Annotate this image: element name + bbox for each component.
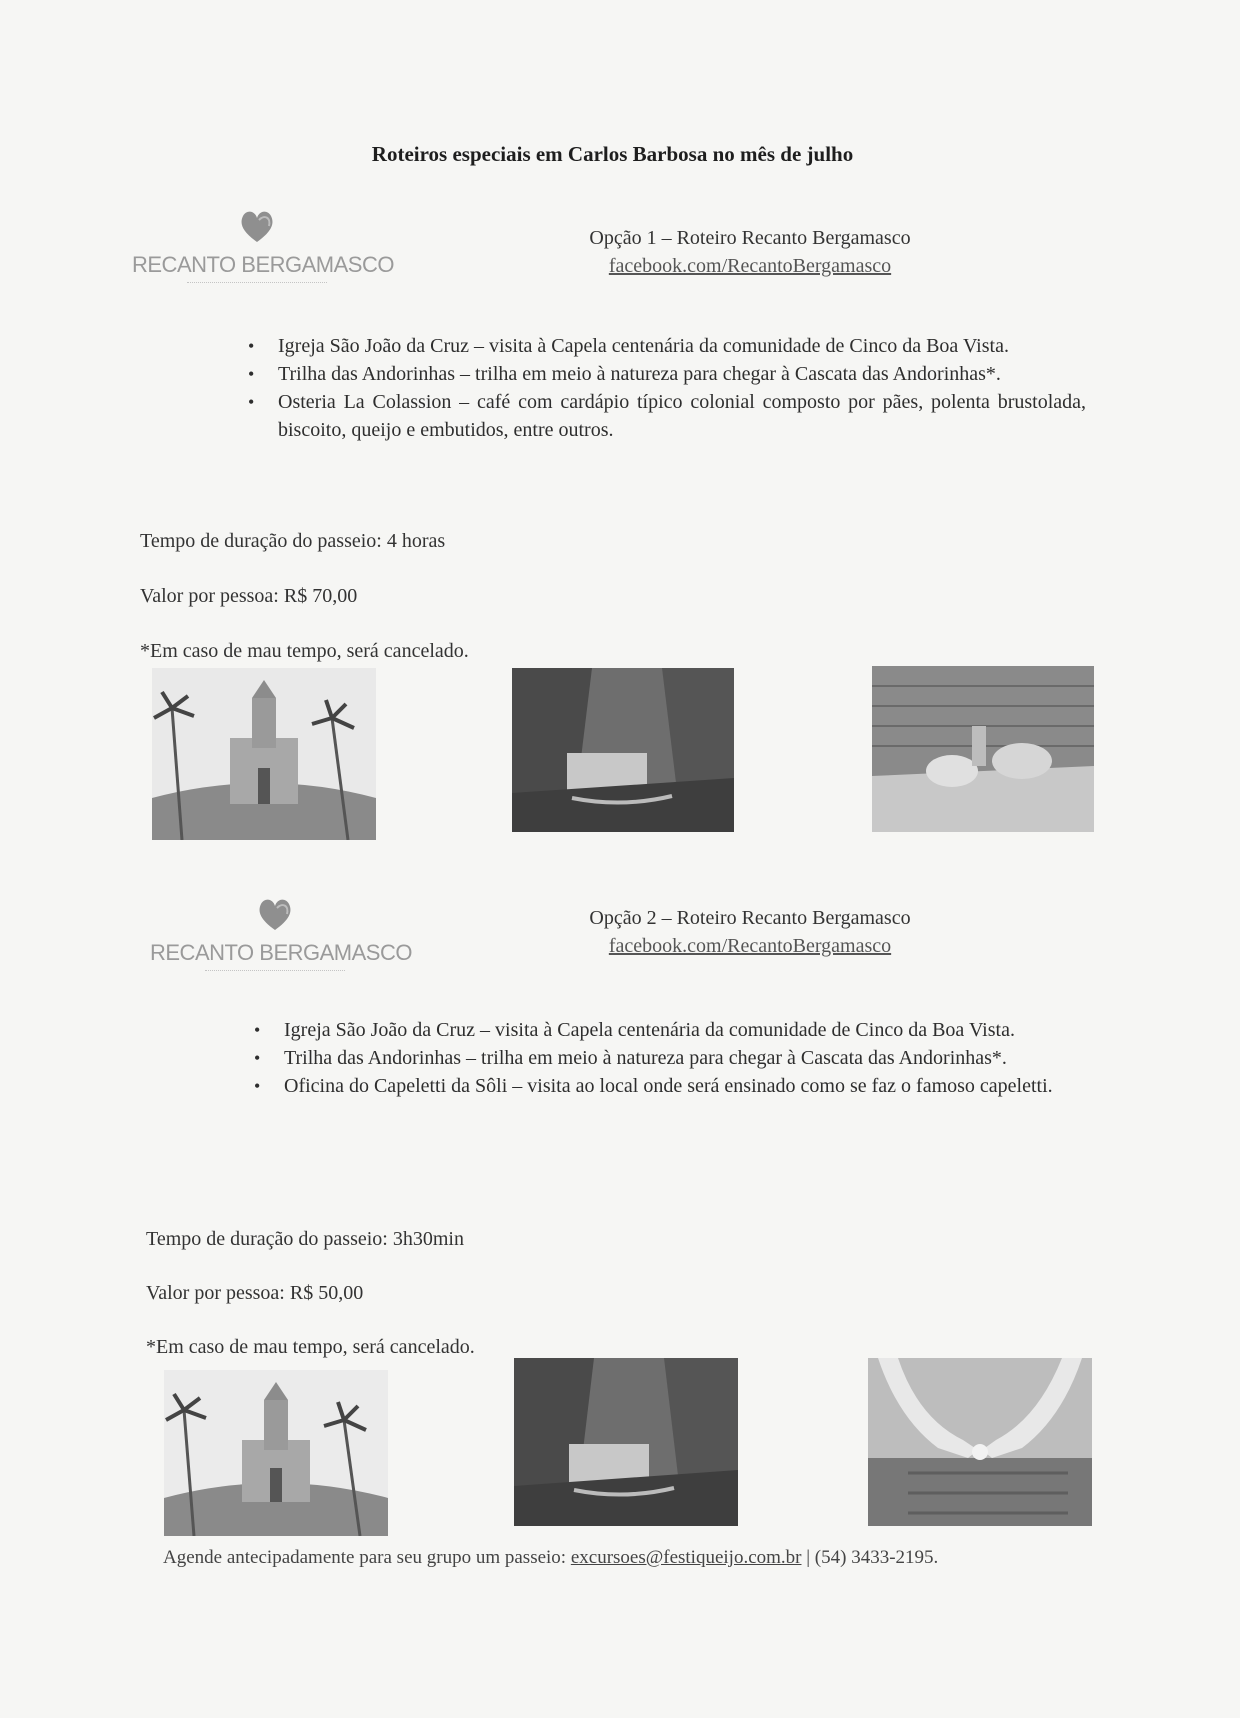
church-photo bbox=[152, 668, 376, 840]
waterfall-photo bbox=[512, 668, 734, 832]
option-2-note: *Em caso de mau tempo, será cancelado. bbox=[146, 1336, 475, 1358]
list-item: • Oficina do Capeletti da Sôli – visita ao local onde será ensinado como se faz o famoso capeletti. bbox=[254, 1072, 1092, 1100]
logo-brand-text: RECANTO BERGAMASCO bbox=[150, 940, 412, 965]
waterfall-photo bbox=[514, 1358, 738, 1526]
list-item: • Trilha das Andorinhas – trilha em meio à natureza para chegar à Cascata das Andorinhas*. bbox=[254, 1044, 1092, 1072]
footer-contact bbox=[163, 1547, 938, 1569]
option-1-list bbox=[248, 332, 1086, 444]
option-1-price: Valor por pessoa: R$ 70,00 bbox=[140, 585, 358, 607]
heart-leaf-icon bbox=[237, 206, 277, 246]
heart-leaf-icon bbox=[255, 894, 295, 934]
recanto-logo bbox=[132, 206, 392, 296]
option-2-duration: Tempo de duração do passeio: 3h30min bbox=[146, 1228, 464, 1250]
option-2-price: Valor por pessoa: R$ 50,00 bbox=[146, 1282, 364, 1304]
option-1-note: *Em caso de mau tempo, será cancelado. bbox=[140, 640, 469, 662]
option-2-facebook-link[interactable]: facebook.com/RecantoBergamasco bbox=[608, 935, 892, 957]
option-1-heading: Opção 1 – Roteiro Recanto Bergamasco bbox=[589, 227, 911, 249]
option-1-heading-block bbox=[540, 224, 960, 280]
option-2-heading-block bbox=[540, 904, 960, 960]
option-2-heading: Opção 2 – Roteiro Recanto Bergamasco bbox=[589, 907, 911, 929]
footer-phone: | (54) 3433-2195. bbox=[806, 1547, 939, 1568]
recanto-logo bbox=[150, 894, 410, 984]
footer-email-link[interactable]: excursoes@festiqueijo.com.br bbox=[570, 1547, 802, 1568]
list-item: • Osteria La Colassion – café com cardápio típico colonial composto por pães, polenta brustolada, biscoito, queijo e embutidos, entre outros. bbox=[248, 388, 1086, 444]
list-item: • Trilha das Andorinhas – trilha em meio à natureza para chegar à Cascata das Andorinhas*. bbox=[248, 360, 1086, 388]
list-item: • Igreja São João da Cruz – visita à Capela centenária da comunidade de Cinco da Boa Vista. bbox=[248, 332, 1086, 360]
page-title: Roteiros especiais em Carlos Barbosa no mês de julho bbox=[371, 142, 854, 166]
logo-brand-text: RECANTO BERGAMASCO bbox=[132, 252, 394, 277]
footer-text: Agende antecipadamente para seu grupo um passeio: bbox=[163, 1547, 567, 1568]
logo-tagline bbox=[205, 970, 345, 975]
church-photo bbox=[164, 1370, 388, 1536]
colonial-breakfast-photo bbox=[872, 666, 1094, 832]
option-2-list bbox=[254, 1016, 1092, 1100]
option-1-facebook-link[interactable]: facebook.com/RecantoBergamasco bbox=[608, 255, 892, 277]
logo-tagline bbox=[187, 282, 327, 287]
list-item: • Igreja São João da Cruz – visita à Capela centenária da comunidade de Cinco da Boa Vista. bbox=[254, 1016, 1092, 1044]
option-1-duration: Tempo de duração do passeio: 4 horas bbox=[140, 530, 446, 552]
capeletti-workshop-photo bbox=[868, 1358, 1092, 1526]
